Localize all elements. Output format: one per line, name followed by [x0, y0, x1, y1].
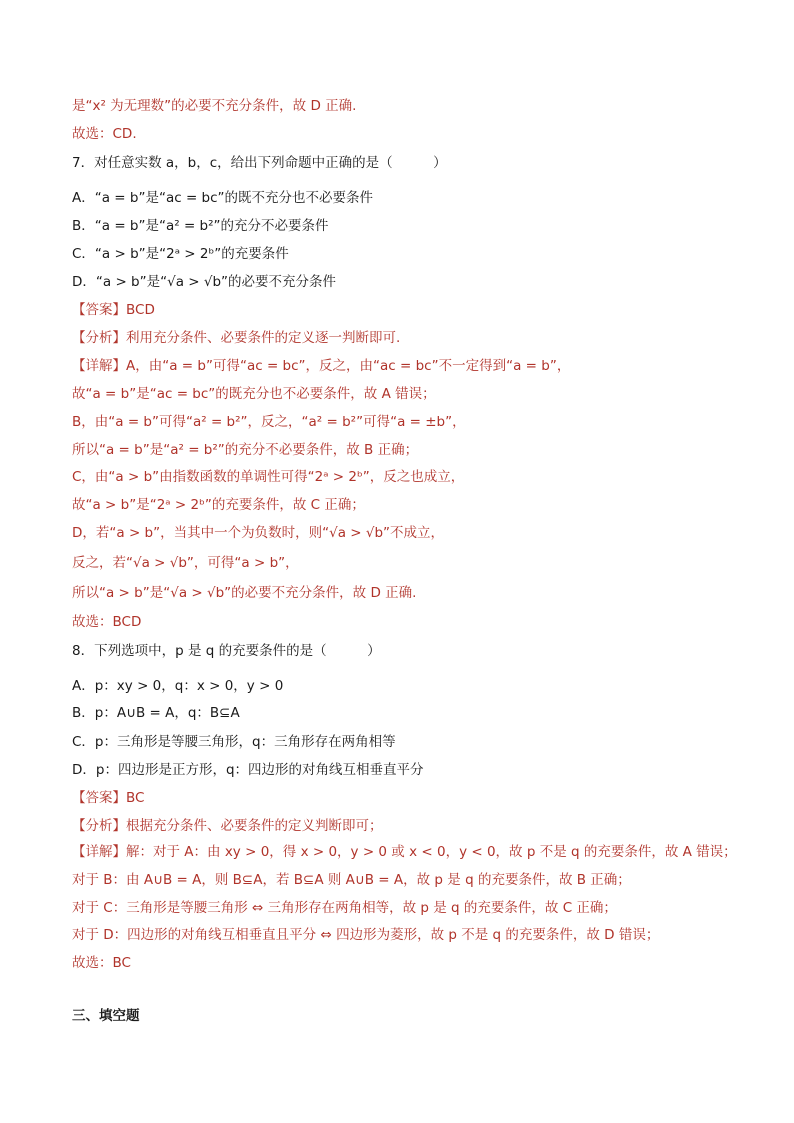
- question-8-option-d: D．p：四边形是正方形，q：四边形的对角线互相垂直平分: [72, 762, 424, 778]
- detail-line: 【详解】A，由“a = b”可得“ac = bc”，反之，由“ac = bc”不一定得到“a = b”，: [72, 358, 571, 374]
- question-7-stem: 7．对任意实数 a，b，c，给出下列命题中正确的是（ ）: [72, 155, 447, 171]
- analysis-line: 【分析】根据充分条件、必要条件的定义判断即可；: [72, 818, 383, 834]
- question-7-option-b: B．“a = b”是“a² = b²”的充分不必要条件: [72, 218, 329, 234]
- answer-line: 【答案】BCD: [72, 302, 155, 318]
- detail-line: 对于 B：由 A∪B = A，则 B⊆A，若 B⊆A 则 A∪B = A，故 p 是 q 的充要条件，故 B 正确；: [72, 872, 631, 888]
- question-7-option-a: A．“a = b”是“ac = bc”的既不充分也不必要条件: [72, 190, 374, 206]
- answer-select-line: 故选：BCD: [72, 614, 142, 630]
- analysis-line: 【分析】利用充分条件、必要条件的定义逐一判断即可.: [72, 330, 401, 346]
- question-8-stem: 8．下列选项中，p 是 q 的充要条件的是（ ）: [72, 643, 381, 659]
- text-line: 是“x² 为无理数”的必要不充分条件，故 D 正确.: [72, 98, 357, 114]
- detail-line: 【详解】解：对于 A：由 xy > 0，得 x > 0，y > 0 或 x < 0，y < 0，故 p 不是 q 的充要条件，故 A 错误；: [72, 844, 737, 860]
- text-line: 故选：CD.: [72, 126, 137, 142]
- detail-line: 所以“a > b”是“√a > √b”的必要不充分条件，故 D 正确.: [72, 585, 417, 601]
- question-8-option-a: A．p：xy > 0，q：x > 0，y > 0: [72, 678, 284, 694]
- detail-line: 对于 D：四边形的对角线互相垂直且平分 ⇔ 四边形为菱形，故 p 不是 q 的充要条件，故 D 错误；: [72, 927, 660, 943]
- detail-line: 故“a = b”是“ac = bc”的既充分也不必要条件，故 A 错误；: [72, 386, 436, 402]
- detail-line: 反之，若“√a > √b”，可得“a > b”，: [72, 555, 299, 571]
- question-7-option-d: D．“a > b”是“√a > √b”的必要不充分条件: [72, 274, 337, 290]
- detail-line: 所以“a = b”是“a² = b²”的充分不必要条件，故 B 正确；: [72, 442, 419, 458]
- detail-line: D，若“a > b”，当其中一个为负数时，则“√a > √b”不成立，: [72, 525, 445, 541]
- answer-select-line: 故选：BC: [72, 955, 131, 971]
- section-heading: 三、填空题: [72, 1008, 140, 1024]
- answer-line: 【答案】BC: [72, 790, 145, 806]
- question-8-option-c: C．p：三角形是等腰三角形，q：三角形存在两角相等: [72, 734, 396, 750]
- question-7-option-c: C．“a > b”是“2ᵃ > 2ᵇ”的充要条件: [72, 246, 289, 262]
- detail-line: C，由“a > b”由指数函数的单调性可得“2ᵃ > 2ᵇ”，反之也成立，: [72, 469, 465, 485]
- detail-line: B，由“a = b”可得“a² = b²”，反之，“a² = b²”可得“a = ±b”，: [72, 414, 466, 430]
- question-8-option-b: B．p：A∪B = A，q：B⊆A: [72, 705, 240, 721]
- detail-line: 故“a > b”是“2ᵃ > 2ᵇ”的充要条件，故 C 正确；: [72, 497, 365, 513]
- detail-line: 对于 C：三角形是等腰三角形 ⇔ 三角形存在两角相等，故 p 是 q 的充要条件，故 C 正确；: [72, 900, 617, 916]
